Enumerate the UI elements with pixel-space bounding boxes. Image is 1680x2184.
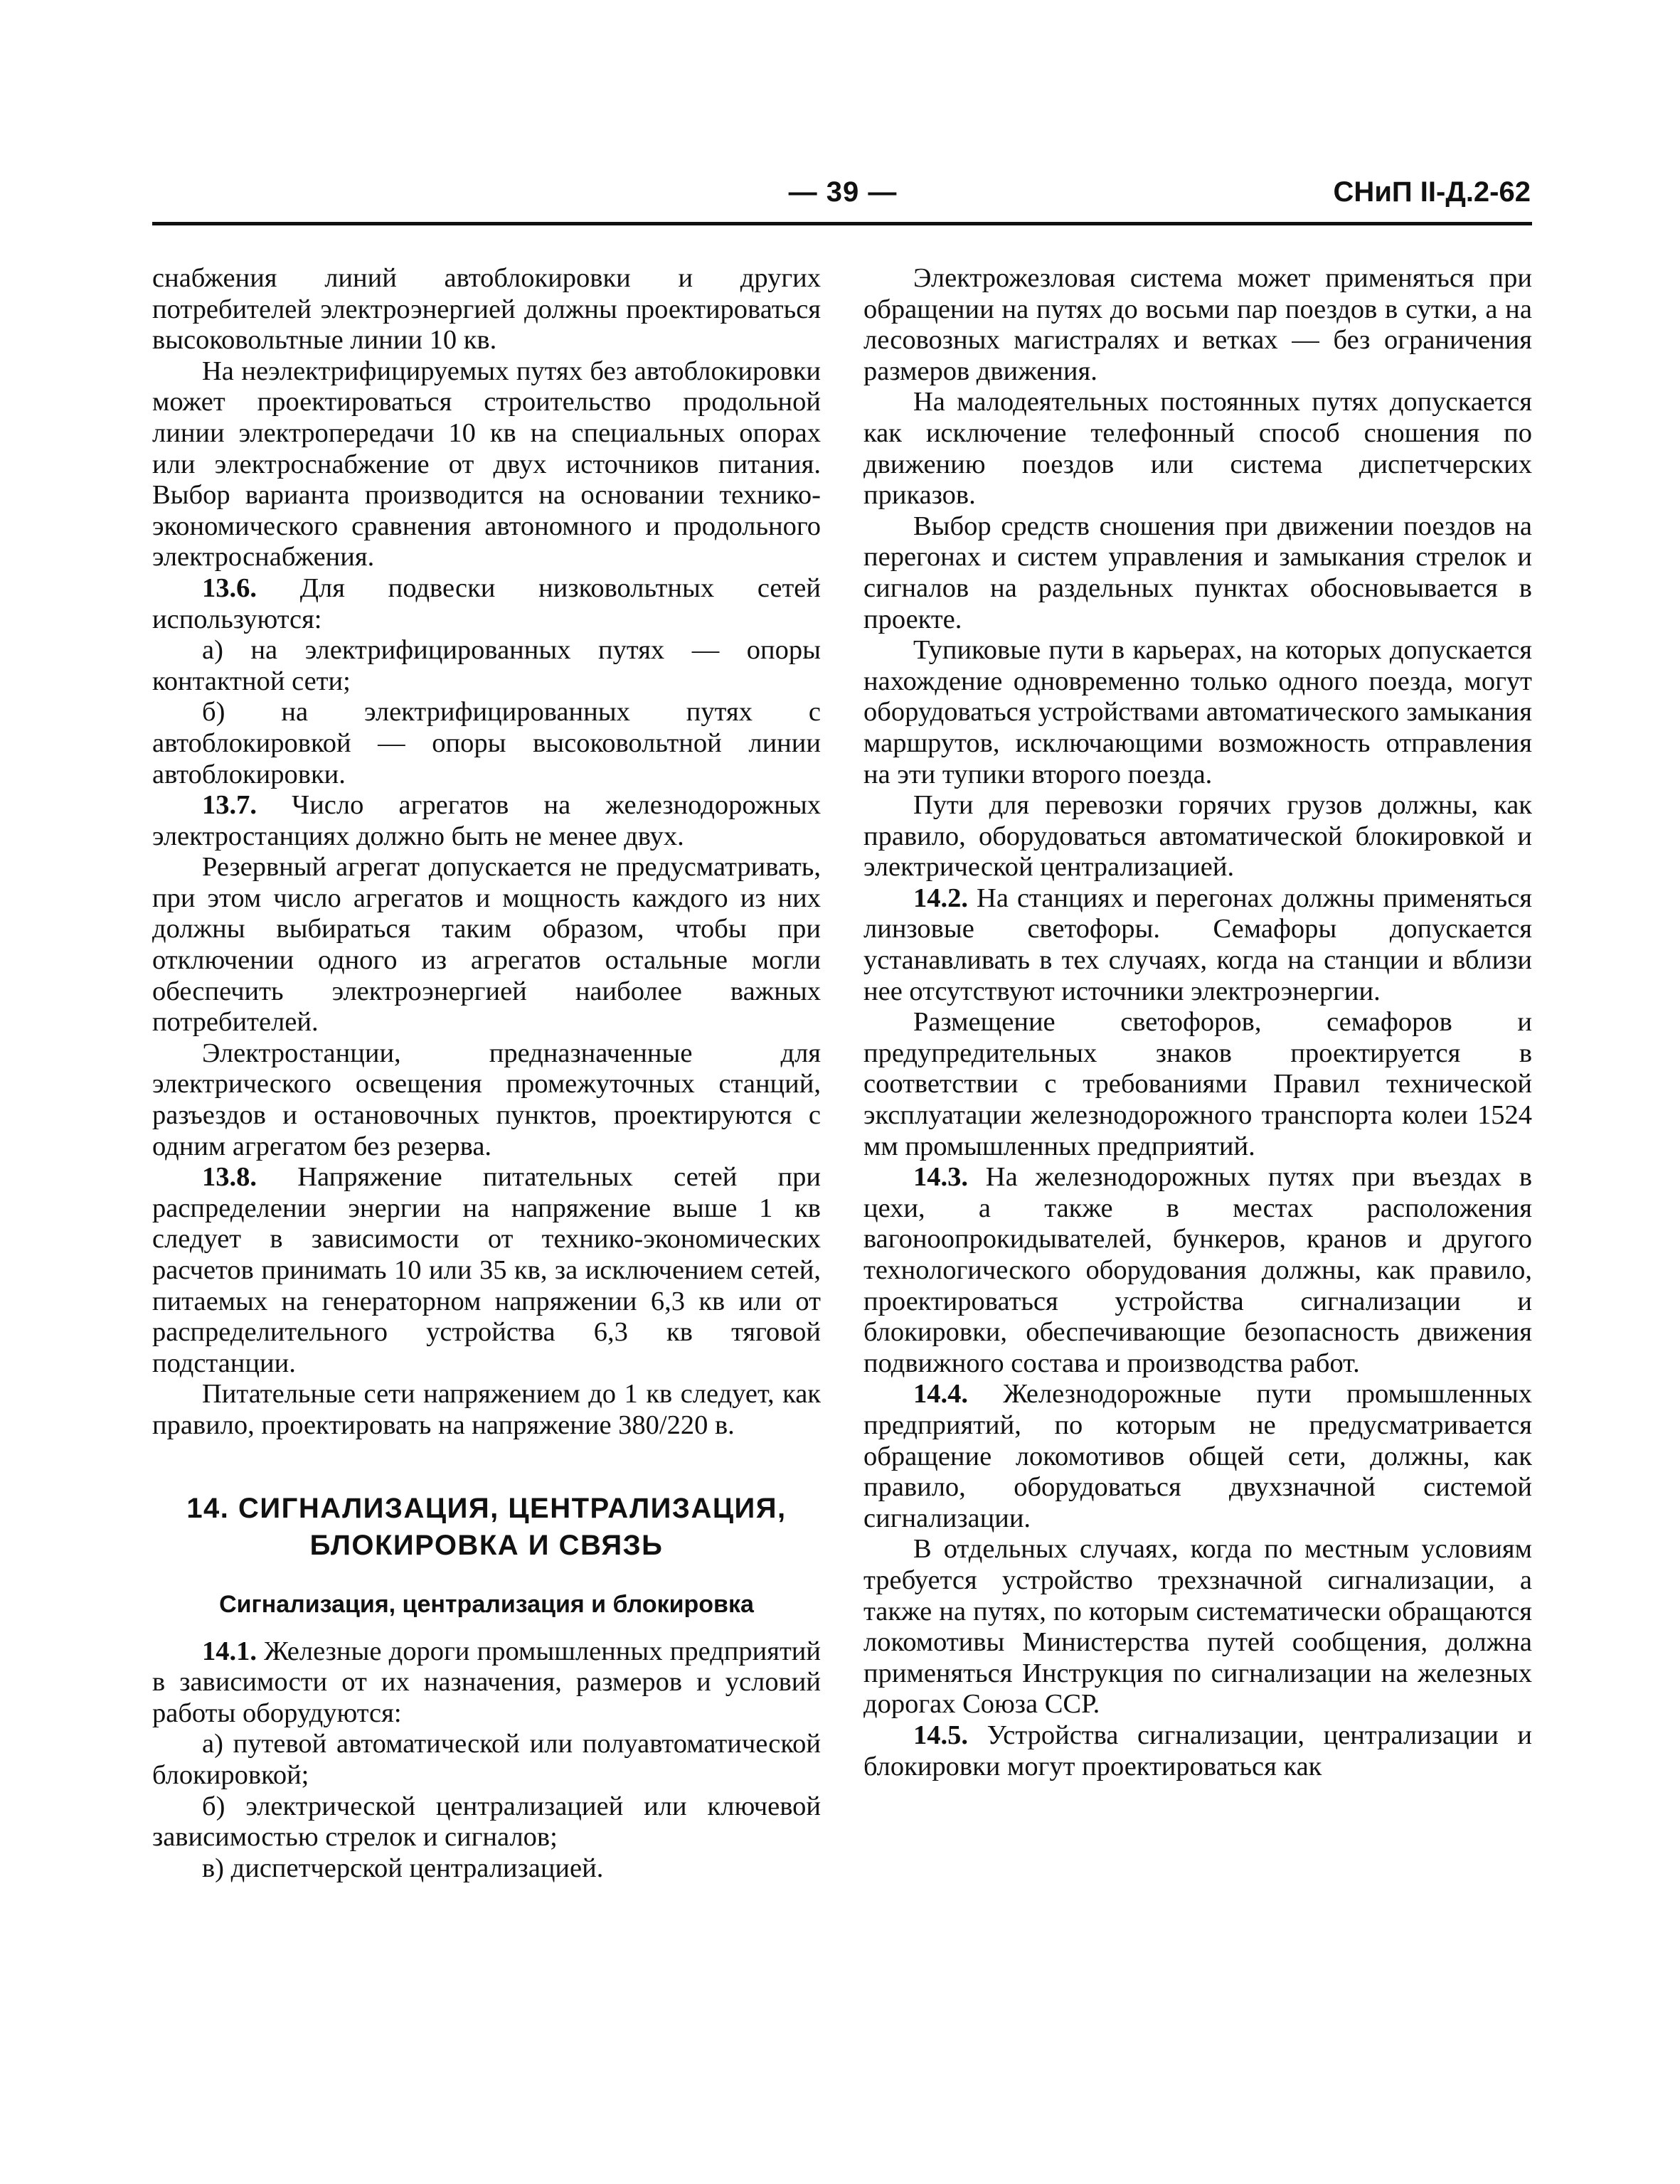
paragraph: [863, 883, 1532, 1007]
paragraph: [863, 1162, 1532, 1379]
paragraph-text: Пути для перевозки горячих грузов должны, как правило, оборудоваться автоматической блокировкой и электрической централизацией.: [863, 790, 1532, 883]
paragraph: [863, 387, 1532, 511]
paragraph-text: Для подвески низковольтных сетей используются:: [152, 572, 821, 634]
paragraph: [152, 573, 821, 635]
document-code: СНиП II-Д.2-62: [1333, 176, 1531, 208]
right-column-paragraphs: [863, 263, 1532, 1782]
clause-number: 14.1.: [202, 1636, 257, 1666]
paragraph-text: б) на электрифицированных путях с автоблокировкой — опоры высоковольтной линии автоблокировки.: [152, 697, 821, 789]
paragraph-text: Электростанции, предназначенные для электрического освещения промежуточных станций, разъездов и остановочных пунктов, проектируются с одним агрегатом без резерва.: [152, 1038, 821, 1161]
section-title-line-2: БЛОКИРОВКА И СВЯЗЬ: [309, 1529, 664, 1561]
paragraph-text: Выбор средств сношения при движении поездов на перегонах и систем управления и замыкания стрелок и сигналов на раздельных пунктах обосновывается в проекте.: [863, 511, 1532, 634]
paragraph-text: Тупиковые пути в карьерах, на которых допускается нахождение одновременно только одного поезда, могут оборудоваться устройствами автоматического замыкания маршрутов, исключающими возможность отправления на эти тупики второго поезда.: [863, 635, 1532, 789]
paragraph: [863, 511, 1532, 635]
page-number: — 39 —: [788, 176, 898, 208]
paragraph-text: На железнодорожных путях при въездах в цехи, а также в местах расположения вагоноопрокидывателей, бункеров, кранов и другого технологического оборудования должны, как правило, проектироваться устройства сигнализации и блокировки, обеспечивающие безопасность движения подвижного состава и производства работ.: [863, 1162, 1533, 1378]
paragraph-text: Питательные сети напряжением до 1 кв следует, как правило, проектировать на напряжение 380/220 в.: [152, 1379, 821, 1440]
clause-number: 14.4.: [913, 1379, 968, 1410]
paragraph-text: На неэлектрифицируемых путях без автоблокировки может проектироваться строительство продольной линии электропередачи 10 кв на специальных опорах или электроснабжение от двух источников питания. Выбор варианта производится на основании технико-экономического сравнения автономного и продольного электроснабжения.: [152, 356, 821, 572]
paragraph-text: а) на электрифицированных путях — опоры контактной сети;: [152, 635, 821, 696]
clause-number: 13.7.: [202, 790, 257, 821]
clause-number: 13.6.: [202, 572, 257, 603]
paragraph: [152, 635, 821, 697]
paragraph: [863, 263, 1532, 387]
paragraph: [152, 1729, 821, 1791]
paragraph-text: В отдельных случаях, когда по местным условиям требуется устройство трехзначной сигнализации, а также на путях, по которым систематически обращаются локомотивы Министерства путей сообщения, должна применяться Инструкция по сигнализации на железных дорогах Союза ССР.: [863, 1534, 1532, 1720]
clause-number: 14.2.: [913, 883, 968, 913]
paragraph: [863, 1720, 1532, 1782]
paragraph: [152, 1636, 821, 1730]
paragraph: [152, 263, 821, 356]
paragraph-text: в) диспетчерской централизацией.: [202, 1853, 604, 1883]
section-title-line-1: 14. СИГНАЛИЗАЦИЯ, ЦЕНТРАЛИЗАЦИЯ,: [186, 1492, 787, 1524]
left-column-paragraphs: [152, 263, 821, 1442]
paragraph-text: Размещение светофоров, семафоров и предупредительных знаков проектируется в соответствии с требованиями Правил технической эксплуатации железнодорожного транспорта колеи 1524 мм промышленных предприятий.: [863, 1007, 1532, 1161]
paragraph: [863, 635, 1532, 790]
paragraph: [863, 1007, 1532, 1162]
paragraph: [152, 852, 821, 1038]
paragraph-text: Железные дороги промышленных предприятий в зависимости от их назначения, размеров и условий работы оборудуются:: [152, 1636, 821, 1728]
paragraph: [863, 1379, 1532, 1534]
paragraph-text: Электрожезловая система может применяться при обращении на путях до восьми пар поездов в сутки, а на лесовозных магистралях и ветках — без ограничения размеров движения.: [863, 263, 1532, 386]
paragraph: [152, 1853, 821, 1885]
paragraph: [152, 1162, 821, 1379]
paragraph-text: Устройства сигнализации, централизации и блокировки могут проектироваться как: [863, 1720, 1532, 1781]
paragraph-text: Резервный агрегат допускается не предусматривать, при этом число агрегатов и мощность каждого из них должны выбираться таким образом, чтобы при отключении одного из агрегатов остальные могли обеспечить электроэнергией наиболее важных потребителей.: [152, 852, 821, 1038]
paragraph-text: снабжения линий автоблокировки и других потребителей электроэнергией должны проектироваться высоковольтные линии 10 кв.: [152, 263, 821, 356]
right-column: [863, 263, 1532, 1782]
clause-number: 14.3.: [913, 1162, 968, 1193]
paragraph-text: а) путевой автоматической или полуавтоматической блокировкой;: [152, 1729, 821, 1790]
paragraph: [152, 697, 821, 790]
paragraph: [152, 1038, 821, 1162]
paragraph-text: На малодеятельных постоянных путях допускается как исключение телефонный способ сношения по движению поездов или система диспетчерских приказов.: [863, 387, 1532, 511]
paragraph: [152, 790, 821, 852]
clause-number: 13.8.: [202, 1162, 257, 1193]
paragraph: [863, 790, 1532, 883]
paragraph: [863, 1534, 1532, 1720]
left-column: [152, 263, 821, 1884]
left-column-section-paragraphs: [152, 1636, 821, 1885]
paragraph-text: Напряжение питательных сетей при распределении энергии на напряжение выше 1 кв следует в зависимости от технико-экономических расчетов принимать 10 или 35 кв, за исключением сетей, питаемых на генераторном напряжении 6,3 кв или от распределительного устройства 6,3 кв тяговой подстанции.: [152, 1162, 822, 1378]
paragraph: [152, 1791, 821, 1853]
header-rule: [152, 222, 1532, 225]
clause-number: 14.5.: [913, 1720, 968, 1750]
paragraph-text: Число агрегатов на железнодорожных электростанциях должно быть не менее двух.: [152, 790, 821, 851]
paragraph-text: б) электрической централизацией или ключевой зависимостью стрелок и сигналов;: [152, 1791, 821, 1853]
paragraph: [152, 356, 821, 573]
section-title: [152, 1490, 821, 1564]
paragraph-text: На станциях и перегонах должны применяться линзовые светофоры. Семафоры допускается устанавливать в тех случаях, когда на станции и вблизи нее отсутствуют источники электроэнергии.: [863, 883, 1532, 1006]
subsection-title: Сигнализация, централизация и блокировка: [219, 1590, 754, 1618]
paragraph: [152, 1379, 821, 1441]
paragraph-text: Железнодорожные пути промышленных предприятий, по которым не предусматривается обращение локомотивов общей сети, должны, как правило, оборудоваться двухзначной системой сигнализации.: [863, 1379, 1533, 1533]
